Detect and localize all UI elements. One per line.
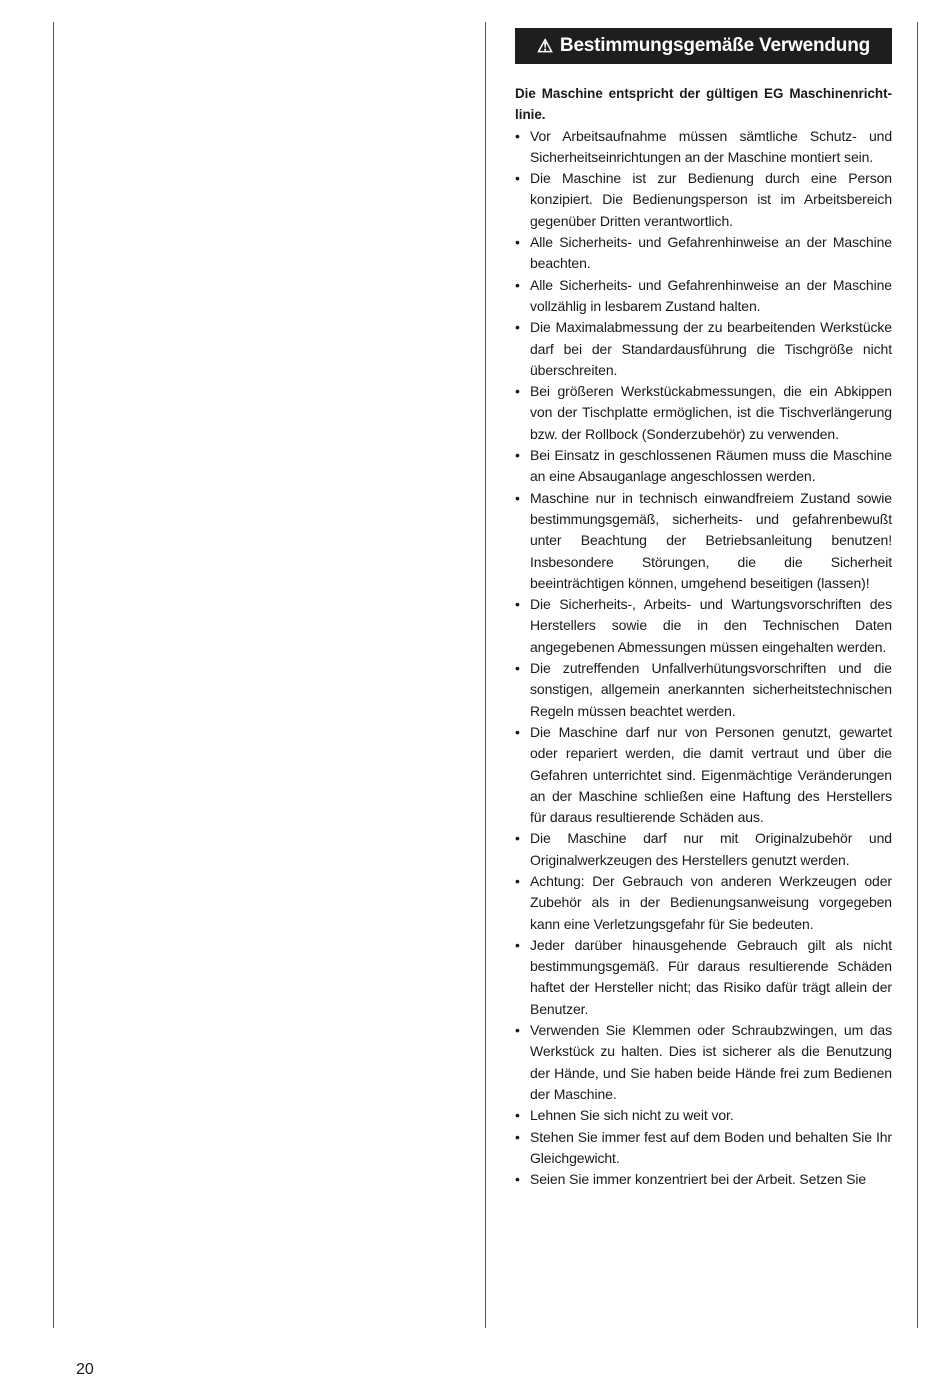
list-item (515, 1020, 892, 1105)
list-item (515, 381, 892, 445)
list-item-text: Die Maschine ist zur Bedienung durch eine Person konzipiert. Die Bedienungsperson ist im Arbeitsbereich gegenüber Dritten verantwortlich. (530, 170, 892, 229)
list-item (515, 658, 892, 722)
list-item (515, 445, 892, 488)
list-item (515, 871, 892, 935)
bullet-dot: • (515, 127, 520, 144)
list-item-text: Bei Einsatz in geschlossenen Räumen muss die Maschine an eine Absauganlage angeschlossen werden. (530, 447, 892, 485)
list-item (515, 722, 892, 828)
list-item (515, 232, 892, 275)
list-item-text: Die Maschine darf nur von Personen genutzt, gewartet oder repariert werden, die damit vertraut und über die Gefahren unterrichtet sind. Eigenmächtige Veränderungen an der Maschine schließen eine Haftung des Herstellers für daraus resultierende Schäden aus. (530, 723, 892, 826)
bullet-dot: • (515, 872, 520, 889)
section-heading (515, 28, 892, 64)
list-item (515, 1169, 892, 1190)
list-item (515, 275, 892, 318)
bullet-dot: • (515, 489, 520, 506)
right-margin-rule (917, 22, 918, 1328)
list-item (515, 828, 892, 871)
list-item (515, 935, 892, 1020)
bullet-dot: • (515, 1022, 520, 1039)
list-item (515, 1127, 892, 1170)
bullet-dot: • (515, 276, 520, 293)
bullet-dot: • (515, 596, 520, 613)
center-column-rule (485, 22, 486, 1328)
page-number: 20 (76, 1361, 94, 1378)
list-item (515, 168, 892, 232)
bullet-dot: • (515, 170, 520, 187)
bullet-dot: • (515, 660, 520, 677)
list-item-text: Maschine nur in technisch einwandfreiem Zustand sowie bestimmungsgemäß, sicherheits- und gefahrenbewußt unter Beachtung der Betriebsanleitung benutzen! Insbesondere Störungen, die die Sicherheit beeinträchtigen können, umgehend beseitigen (lassen)! (530, 489, 892, 591)
right-text-column (515, 28, 892, 1190)
left-margin-rule (53, 22, 54, 1328)
list-item (515, 594, 892, 658)
bullet-dot: • (515, 447, 520, 464)
list-item-text: Achtung: Der Gebrauch von anderen Werkzeugen oder Zubehör als in der Bedienungsanweisung vorgegeben kann eine Verletzungsgefahr für Sie bedeuten. (530, 872, 892, 932)
list-item-text: Die Maschine darf nur mit Originalzubehör und Originalwerkzeugen des Herstellers genutzt werden. (530, 830, 892, 868)
intro-statement: Die Maschine entspricht der gültigen EG Maschinenricht-linie. (515, 86, 892, 123)
list-item (515, 317, 892, 381)
list-item (515, 126, 892, 169)
list-item-text: Bei größeren Werkstückabmessungen, die ein Abkippen von der Tischplatte ermöglichen, ist die Tischverlängerung bzw. der Rollbock (Sonderzubehör) zu verwenden. (530, 383, 892, 442)
section-title: Bestimmungsgemäße Verwendung (559, 35, 871, 56)
bullet-dot: • (515, 936, 520, 953)
list-item-text: Alle Sicherheits- und Gefahrenhinweise an der Maschine vollzählig in lesbarem Zustand halten. (530, 276, 892, 314)
list-item-text: Alle Sicherheits- und Gefahrenhinweise an der Maschine beachten. (530, 234, 892, 272)
bullet-dot: • (515, 319, 520, 336)
bullet-dot: • (515, 830, 520, 847)
list-item-text: Die zutreffenden Unfallverhütungsvorschriften und die sonstigen, allgemein anerkannten sicherheitstechnischen Regeln müssen beachtet werden. (530, 660, 892, 719)
list-item-text: Vor Arbeitsaufnahme müssen sämtliche Schutz- und Sicherheitseinrichtungen an der Maschine montiert sein. (530, 127, 892, 165)
safety-bullet-list (515, 126, 892, 1191)
bullet-dot: • (515, 1107, 520, 1124)
list-item-text: Die Maximalabmessung der zu bearbeitenden Werkstücke darf bei der Standardausführung die Tischgröße nicht überschreiten. (530, 319, 892, 378)
bullet-dot: • (515, 234, 520, 251)
list-item-text: Verwenden Sie Klemmen oder Schraubzwingen, um das Werkstück zu halten. Dies ist sicherer als die Benutzung der Hände, und Sie haben beide Hände frei zum Bedienen der Maschine. (530, 1022, 892, 1102)
bullet-dot: • (515, 383, 520, 400)
list-item-text: Stehen Sie immer fest auf dem Boden und behalten Sie Ihr Gleichgewicht. (530, 1128, 892, 1166)
warning-triangle-icon: ⚠ (536, 36, 553, 56)
list-item-text: Lehnen Sie sich nicht zu weit vor. (530, 1107, 734, 1124)
bullet-dot: • (515, 1128, 520, 1145)
list-item-text: Die Sicherheits-, Arbeits- und Wartungsvorschriften des Herstellers sowie die in den Technischen Daten angegebenen Abmessungen müssen eingehalten werden. (530, 596, 892, 655)
list-item-text: Jeder darüber hinausgehende Gebrauch gilt als nicht bestimmungsgemäß. Für daraus resultierende Schäden haftet der Hersteller nicht; das Risiko dafür trägt allein der Benutzer. (530, 936, 892, 1017)
list-item (515, 488, 892, 594)
list-item (515, 1105, 892, 1126)
bullet-dot: • (515, 1171, 520, 1188)
list-item-text: Seien Sie immer konzentriert bei der Arbeit. Setzen Sie (530, 1171, 867, 1188)
bullet-dot: • (515, 723, 520, 740)
